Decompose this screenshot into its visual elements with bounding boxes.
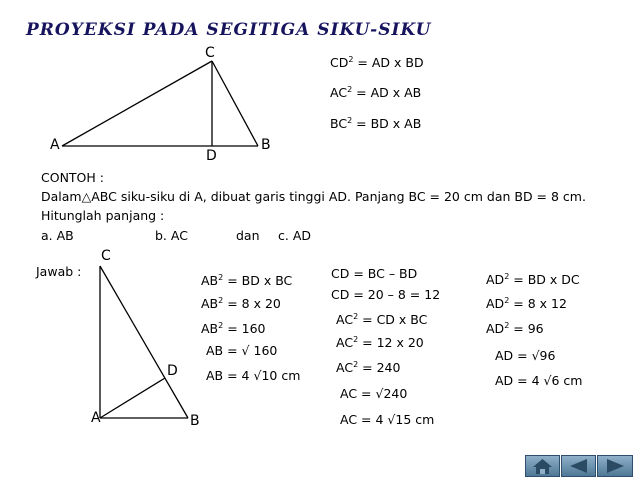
fig1-label-d: D [206,148,217,164]
fig2-label-c: C [101,248,111,264]
formula-ac: $AC^2$ = AD x AB [330,85,422,100]
sol-ad-line-3: $AD^2 = 96$ [486,321,544,336]
sol-ad-line-2: $AD^2 = 8$ x 12 [486,296,567,311]
sol-ac-line-3: $AC^2$ = CD x BC [336,312,428,327]
sol-ad-line-4: AD = √96 [495,348,556,363]
previous-button[interactable] [561,455,596,477]
fig2-label-a: A [91,410,101,426]
example-and: dan [236,228,260,243]
slide-title: PROYEKSI PADA SEGITIGA SIKU-SIKU [26,20,432,40]
fig1-label-c: C [205,45,215,61]
triangle-left-icon [562,456,595,476]
sol-ac-line-2: CD = 20 – 8 = 12 [331,287,441,302]
example-part-a: a. AB [41,228,74,243]
sol-ab-line-1: $AB^2$ = BD x BC [201,273,293,288]
home-icon [526,456,559,476]
example-heading: CONTOH : [41,170,104,185]
formula-cd: $CD^2$ = AD x BD [330,55,424,70]
example-statement: Dalam△ABC siku-siku di A, dibuat garis tinggi AD. Panjang BC = 20 cm dan BD = 8 cm. [41,189,586,204]
fig2-label-b: B [190,413,200,429]
example-part-c: c. AD [278,228,311,243]
next-button[interactable] [597,455,633,477]
sol-ac-line-1: CD = BC – BD [331,266,418,281]
example-task: Hitunglah panjang : [41,208,165,223]
sol-ad-line-5: AD = 4 √6 cm [495,373,583,388]
sol-ab-line-5: AB = 4 √10 cm [206,368,301,383]
fig1-label-b: B [261,137,271,153]
triangle-symbol: △ [81,189,92,204]
sol-ac-line-7: AC = 4 √15 cm [340,412,435,427]
formula-bc: $BC^2$ = BD x AB [330,116,422,131]
sol-ac-line-4: $AC^2 = 12$ x 20 [336,335,424,350]
sol-ac-line-5: $AC^2 = 240$ [336,360,401,375]
sol-ab-line-3: $AB^2 = 160$ [201,321,266,336]
sol-ab-line-4: AB = √ 160 [206,343,278,358]
sol-ad-line-1: $AD^2$ = BD x DC [486,272,580,287]
fig2-label-d: D [167,363,178,379]
answer-label: Jawab : [36,264,82,279]
home-button[interactable] [525,455,560,477]
triangle-right-icon [598,456,632,476]
sol-ac-line-6: AC = √240 [340,386,408,401]
fig1-label-a: A [50,137,60,153]
example-part-b: b. AC [155,228,188,243]
sol-ab-line-2: $AB^2 = 8$ x 20 [201,296,281,311]
